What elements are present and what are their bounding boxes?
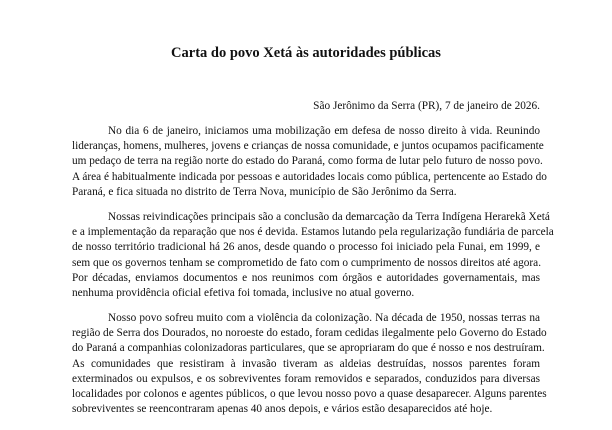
paragraph-line: de nosso território tradicional há 26 anos, desde quando o processo foi iniciado pela Funai, em 1999, e [72, 241, 540, 254]
paragraph-line: lideranças, homens, mulheres, jovens e crianças de nossa comunidade, e juntos ocupamos pacificamente [72, 140, 544, 153]
paragraph-line: exterminados ou expulsos, e os sobreviventes foram removidos e separados, conduzidos para diversas [72, 372, 540, 385]
document-title: Carta do povo Xetá às autoridades públicas [171, 45, 441, 61]
paragraph-line: e a implementação da reparação que nos é devida. Estamos lutando pela regularização fundiária de parcela [72, 226, 554, 239]
paragraph-line: do Paraná a companhias colonizadoras particulares, que se apropriaram do que é nosso e nos destruíram. [72, 342, 545, 355]
paragraph-line: nenhuma providência oficial efetiva foi tomada, inclusive no atual governo. [72, 286, 415, 299]
paragraph-line: localidades por colonos e agentes públicos, o que levou nosso povo a quase desaparecer. Alguns parentes [72, 387, 547, 400]
paragraph-line: um pedaço de terra na região norte do estado do Paraná, como forma de lutar pelo futuro de nosso povo. [72, 155, 543, 168]
paragraph-line: Nosso povo sofreu muito com a violência da colonização. Na década de 1950, nossas terras na [108, 312, 540, 324]
paragraph-line: sem que os governos tenham se comprometido de fato com o cumprimento de nossos direitos até agora. [72, 256, 542, 269]
paragraph-3 [72, 311, 547, 417]
paragraph-line: Por décadas, enviamos documentos e nos reunimos com órgãos e autoridades governamentais, mas [72, 271, 540, 284]
paragraph-line: As comunidades que resistiram à invasão tiveram as aldeias destruídas, nossos parentes foram [72, 357, 540, 370]
paragraph-line: Nossas reivindicações principais são a conclusão da demarcação da Terra Indígena Herarekã Xetá [108, 211, 550, 223]
paragraph-line: sobreviventes se reencontraram apenas 40 anos depois, e vários estão desaparecidos até hoje. [72, 403, 493, 416]
paragraph-line: A área é habitualmente indicada por pessoas e autoridades locais como pública, pertencente ao Estado do [72, 170, 547, 183]
place-and-date: São Jerônimo da Serra (PR), 7 de janeiro de 2026. [313, 100, 540, 112]
paragraph-line: região de Serra dos Dourados, no noroeste do estado, foram cedidas ilegalmente pelo Governo do Estado [72, 327, 547, 340]
paragraph-line: Paraná, e fica situada no distrito de Terra Nova, município de São Jerônimo da Serra. [72, 185, 457, 198]
paragraph-1 [72, 124, 547, 200]
paragraph-2 [72, 210, 554, 301]
paragraph-line: No dia 6 de janeiro, iniciamos uma mobilização em defesa de nosso direito à vida. Reunindo [108, 125, 540, 137]
